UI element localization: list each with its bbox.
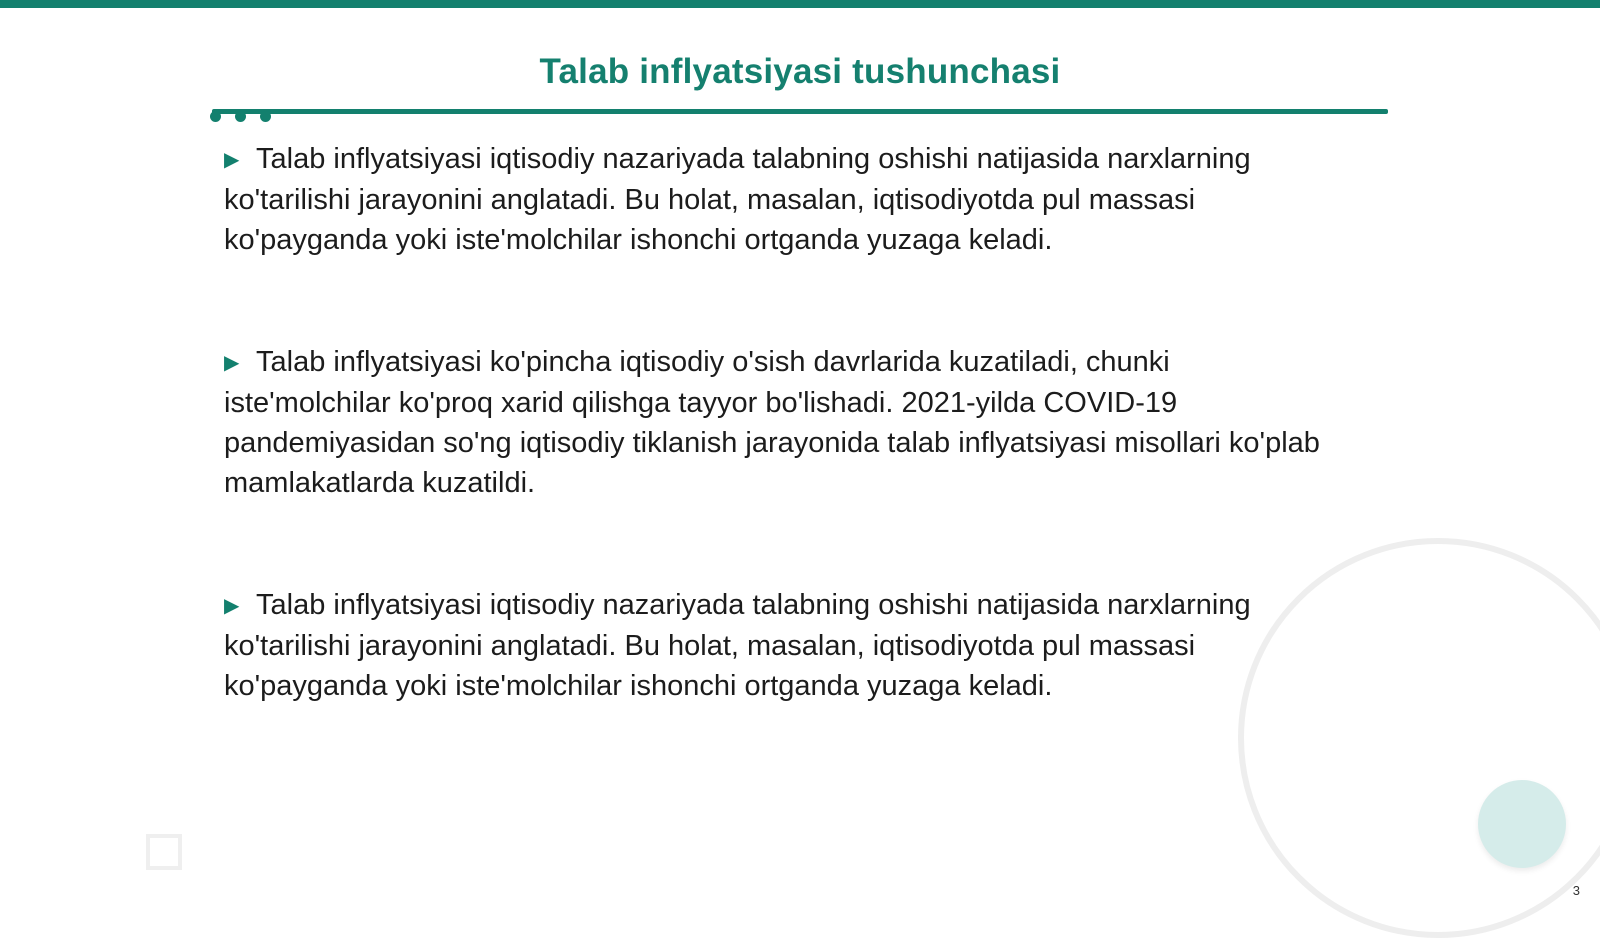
title-underline-dots [210,108,290,126]
page-number: 3 [1572,883,1580,898]
triangle-bullet-icon: ▶ [224,595,240,617]
bullet-text: Talab inflyatsiyasi ko'pincha iqtisodiy o'sish davrlarida kuzatiladi, chunki iste'molchilar ko'proq xarid qilishga tayyor bo'lishadi. 2021-yilda COVID-19 pandemiyasidan so'ng iqtisodiy tiklanish jarayonida talab inflyatsiyasi misollari ko'plab mamlakatlarda kuzatildi. [224,346,1320,499]
underline-dot [210,111,221,122]
decorative-circle [1478,780,1566,868]
decorative-square [146,834,182,870]
triangle-bullet-icon: ▶ [224,352,240,374]
title-underline [212,109,1388,114]
bullet-text: Talab inflyatsiyasi iqtisodiy nazariyada talabning oshishi natijasida narxlarning ko'tarilishi jarayonini anglatadi. Bu holat, masalan, iqtisodiyotda pul massasi ko'payganda yoki iste'molchilar ishonchi ortganda yuzaga keladi. [224,589,1251,702]
bullet-text: Talab inflyatsiyasi iqtisodiy nazariyada talabning oshishi natijasida narxlarning ko'tarilishi jarayonini anglatadi. Bu holat, masalan, iqtisodiyotda pul massasi ko'payganda yoki iste'molchilar ishonchi ortganda yuzaga keladi. [224,143,1251,256]
triangle-bullet-icon: ▶ [224,149,240,171]
slide-title: Talab inflyatsiyasi tushunchasi [539,52,1061,91]
slide-content [224,139,1324,788]
bullet-paragraph-2 [224,342,1324,503]
bullet-paragraph-1 [224,139,1324,260]
bullet-paragraph-3 [224,585,1324,706]
underline-dot [235,111,246,122]
top-accent-bar [0,0,1600,8]
underline-dot [260,111,271,122]
